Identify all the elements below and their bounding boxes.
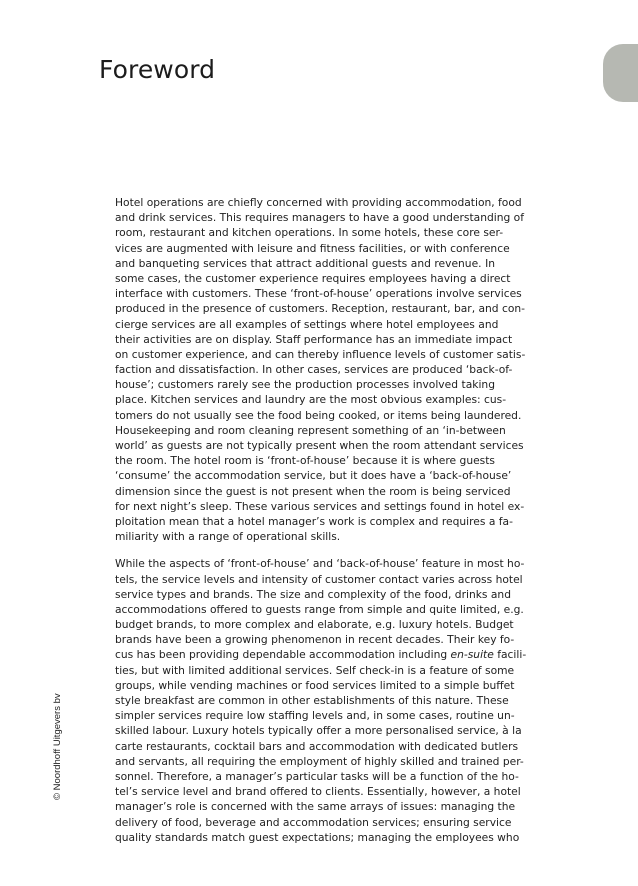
text-line: the room. The hotel room is ‘front-of-house’ because it is where guests: [115, 454, 495, 468]
text-line: interface with customers. These ‘front-of-house’ operations involve services: [115, 287, 522, 301]
text-line: some cases, the customer experience requires employees having a direct: [115, 271, 511, 285]
text-line: dimension since the guest is not present when the room is being serviced: [115, 484, 511, 498]
text-line: carte restaurants, cocktail bars and accommodation with dedicated butlers: [115, 739, 519, 753]
text-line: world’ as guests are not typically present when the room attendant services: [115, 439, 524, 452]
text-line: tel’s service level and brand offered to clients. Essentially, however, a hotel: [115, 785, 521, 799]
text-line: ploitation mean that a hotel manager’s work is complex and requires a fa-: [115, 514, 513, 528]
text-line: and servants, all requiring the employment of highly skilled and trained per-: [115, 754, 524, 768]
chapter-tab: [603, 44, 638, 102]
text-line: quality standards match guest expectations; managing the employees who: [115, 830, 520, 844]
text-line: ‘consume’ the accommodation service, but it does have a ‘back-of-house’: [115, 469, 512, 483]
text-line: tomers do not usually see the food being cooked, or items being laundered.: [115, 408, 522, 422]
text-line: room, restaurant and kitchen operations. In some hotels, these core ser-: [115, 226, 504, 240]
page-title: Foreword: [99, 55, 216, 84]
text-line: cierge services are all examples of settings where hotel employees and: [115, 317, 499, 331]
text-line: service types and brands. The size and complexity of the food, drinks and: [115, 587, 511, 601]
body-text: [115, 195, 527, 845]
text-line: on customer experience, and can thereby influence levels of customer satis-: [115, 347, 526, 361]
text-line: groups, while vending machines or food services limited to a simple buffet: [115, 678, 515, 692]
text-line: Hotel operations are chiefly concerned with providing accommodation, food: [115, 196, 522, 209]
paragraph-1: [115, 195, 526, 544]
text-line: budget brands, to more complex and elaborate, e.g. luxury hotels. Budget: [115, 618, 514, 632]
text-line: produced in the presence of customers. Reception, restaurant, bar, and con-: [115, 302, 526, 316]
text-line: skilled labour. Luxury hotels typically offer a more personalised service, à la: [115, 724, 522, 738]
text-line: and drink services. This requires managers to have a good understanding of: [115, 211, 524, 225]
text-line: style breakfast are common in other establishments of this nature. These: [115, 694, 509, 707]
paragraph-2: [115, 556, 527, 845]
text-line: Housekeeping and room cleaning represent something of an ‘in-between: [115, 423, 506, 437]
text-line: accommodations offered to guests range from simple and quite limited, e.g.: [115, 602, 524, 616]
text-line: ties, but with limited additional services. Self check-in is a feature of some: [115, 663, 515, 677]
text-line: cus has been providing dependable accommodation including en-suite facili-: [115, 648, 527, 662]
text-line: While the aspects of ‘front-of-house’ and ‘back-of-house’ feature in most ho-: [115, 557, 525, 571]
text-line: vices are augmented with leisure and fitness facilities, or with conference: [115, 241, 510, 255]
text-line: brands have been a growing phenomenon in recent decades. Their key fo-: [115, 633, 515, 647]
text-line: tels, the service levels and intensity of customer contact varies across hotel: [115, 572, 523, 586]
text-line: miliarity with a range of operational skills.: [115, 530, 341, 544]
text-line: faction and dissatisfaction. In other cases, services are produced ‘back-of-: [115, 363, 513, 377]
text-line: house’; customers rarely see the production processes involved taking: [115, 378, 495, 392]
copyright-notice: © Noordhoff Uitgevers bv: [52, 693, 63, 800]
text-line: and banqueting services that attract additional guests and revenue. In: [115, 256, 495, 270]
text-line: for next night’s sleep. These various services and settings found in hotel ex-: [115, 499, 525, 513]
text-line: sonnel. Therefore, a manager’s particular tasks will be a function of the ho-: [115, 769, 519, 783]
text-line: manager’s role is concerned with the same arrays of issues: managing the: [115, 800, 516, 814]
text-line: delivery of food, beverage and accommodation services; ensuring service: [115, 815, 512, 829]
text-line: their activities are on display. Staff performance has an immediate impact: [115, 332, 513, 346]
text-line: simpler services require low staffing levels and, in some cases, routine un-: [115, 709, 515, 723]
text-line: place. Kitchen services and laundry are the most obvious examples: cus-: [115, 393, 507, 407]
